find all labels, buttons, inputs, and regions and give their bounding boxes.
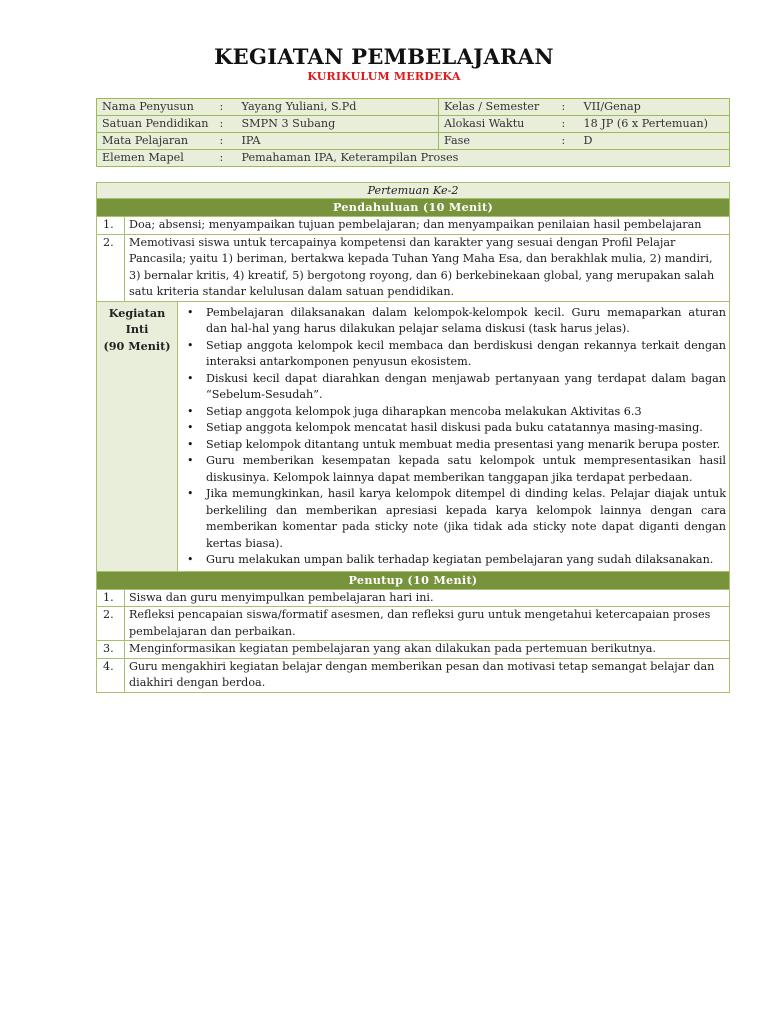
inti-content	[178, 301, 730, 571]
info-colon: :	[220, 99, 237, 116]
info-value: Pemahaman IPA, Keterampilan Proses	[237, 150, 730, 167]
bullet-text: Setiap anggota kelompok juga diharapkan mencoba melakukan Aktivitas 6.3	[206, 404, 642, 418]
item-number: 1.	[97, 217, 125, 235]
bullet-text: Pembelajaran dilaksanakan dalam kelompok-kelompok kecil. Guru memaparkan aturan dan hal-hal yang harus dilakukan pelajar selama diskusi (task harus jelas).	[206, 305, 727, 335]
item-text: Refleksi pencapaian siswa/formatif asesmen, dan refleksi guru untuk mengetahui ketercapaian proses pembelajaran dan perbaikan.	[125, 607, 730, 641]
info-label: Kelas / Semester	[439, 99, 562, 116]
info-label: Alokasi Waktu	[439, 116, 562, 133]
item-text: Doa; absensi; menyampaikan tujuan pembelajaran; dan menyampaikan penilaian hasil pembelajaran	[125, 217, 730, 235]
inti-bullet-list	[178, 302, 729, 571]
inti-label-line: Kegiatan	[108, 305, 166, 320]
inti-label-duration: (90 Menit)	[103, 338, 171, 353]
info-colon: :	[220, 150, 237, 167]
info-row	[97, 99, 730, 116]
info-value: SMPN 3 Subang	[237, 116, 439, 133]
bullet-item	[178, 552, 726, 569]
item-number: 3.	[97, 641, 125, 659]
activity-table	[96, 182, 730, 693]
bullet-item	[178, 437, 726, 454]
item-text: Memotivasi siswa untuk tercapainya kompetensi dan karakter yang sesuai dengan Profil Pelajar Pancasila; yaitu 1) beriman, bertakwa kepada Tuhan Yang Maha Esa, dan berakhlak mulia, 2) mandiri, 3) bernalar kritis, 4) kreatif, 5) bergotong royong, dan 6) berkebinekaan global, yang merupakan salah satu kriteria standar kelulusan dalam satuan pendidikan.	[125, 234, 730, 301]
document-title: KEGIATAN PEMBELAJARAN	[214, 44, 554, 69]
info-table	[96, 98, 730, 167]
bullet-text: Diskusi kecil dapat diarahkan dengan menjawab pertanyaan yang terdapat dalam bagan “Sebelum-Sesudah”.	[206, 371, 727, 401]
bullet-icon: •	[187, 553, 194, 566]
info-value: 18 JP (6 x Pertemuan)	[579, 116, 730, 133]
bullet-text: Guru melakukan umpan balik terhadap kegiatan pembelajaran yang sudah dilaksanakan.	[206, 553, 714, 566]
list-item	[97, 658, 730, 692]
bullet-text: Setiap kelompok ditantang untuk membuat media presentasi yang menarik berupa poster.	[206, 437, 721, 451]
item-text: Siswa dan guru menyimpulkan pembelajaran hari ini.	[125, 589, 730, 607]
meeting-title: Pertemuan Ke-2	[97, 183, 730, 199]
bullet-icon: •	[187, 454, 194, 467]
document-subtitle: KURIKULUM MERDEKA	[307, 70, 461, 83]
info-colon: :	[220, 116, 237, 133]
info-label: Fase	[439, 133, 562, 150]
info-row	[97, 116, 730, 133]
bullet-icon: •	[187, 305, 194, 319]
info-colon: :	[562, 133, 579, 150]
info-row-elemen	[97, 150, 730, 167]
bullet-text: Setiap anggota kelompok mencatat hasil diskusi pada buku catatannya masing-masing.	[206, 421, 703, 434]
info-label: Satuan Pendidikan	[97, 116, 220, 133]
info-row	[97, 133, 730, 150]
info-value: Yayang Yuliani, S.Pd	[237, 99, 439, 116]
item-text: Menginformasikan kegiatan pembelajaran yang akan dilakukan pada pertemuan berikutnya.	[125, 641, 730, 659]
bullet-text: Guru memberikan kesempatan kepada satu kelompok untuk mempresentasikan hasil diskusinya. Kelompok lainnya dapat memberikan tanggapan jika terdapat perbedaan.	[206, 454, 727, 484]
info-value: IPA	[237, 133, 439, 150]
info-colon: :	[562, 99, 579, 116]
section-heading-pendahuluan: Pendahuluan (10 Menit)	[97, 199, 730, 217]
list-item	[97, 217, 730, 235]
inti-label-line: Inti	[125, 322, 149, 336]
inti-label	[97, 301, 178, 571]
bullet-text: Jika memungkinkan, hasil karya kelompok ditempel di dinding kelas. Pelajar diajak untuk berkeliling dan memberikan apresiasi kepada karya kelompok lainnya dengan cara memberikan komentar pada sticky note (jika tidak ada sticky note dapat diganti dengan kertas biasa).	[206, 487, 727, 550]
list-item	[97, 234, 730, 301]
bullet-item	[178, 404, 726, 421]
bullet-item	[178, 420, 726, 437]
item-number: 2.	[97, 234, 125, 301]
bullet-icon: •	[187, 338, 194, 352]
bullet-item	[178, 371, 726, 404]
item-text: Guru mengakhiri kegiatan belajar dengan memberikan pesan dan motivasi tetap semangat belajar dan diakhiri dengan berdoa.	[125, 658, 730, 692]
item-number: 1.	[97, 589, 125, 607]
info-colon: :	[220, 133, 237, 150]
list-item	[97, 641, 730, 659]
bullet-item	[178, 338, 726, 371]
info-label: Elemen Mapel	[97, 150, 220, 167]
bullet-item	[178, 486, 726, 552]
info-colon: :	[562, 116, 579, 133]
bullet-icon: •	[187, 421, 194, 434]
bullet-icon: •	[187, 404, 194, 418]
bullet-item	[178, 453, 726, 486]
list-item	[97, 589, 730, 607]
section-heading-penutup: Penutup (10 Menit)	[97, 571, 730, 589]
item-number: 2.	[97, 607, 125, 641]
info-label: Nama Penyusun	[97, 99, 220, 116]
bullet-icon: •	[187, 487, 194, 500]
inti-row	[97, 301, 730, 571]
bullet-text: Setiap anggota kelompok kecil membaca dan berdiskusi dengan rekannya terkait dengan interaksi antarkomponen penyusun ekosistem.	[206, 338, 727, 368]
info-value: D	[579, 133, 730, 150]
bullet-icon: •	[187, 371, 194, 385]
info-value: VII/Genap	[579, 99, 730, 116]
info-label: Mata Pelajaran	[97, 133, 220, 150]
list-item	[97, 607, 730, 641]
item-number: 4.	[97, 658, 125, 692]
bullet-icon: •	[187, 437, 194, 451]
bullet-item	[178, 305, 726, 338]
